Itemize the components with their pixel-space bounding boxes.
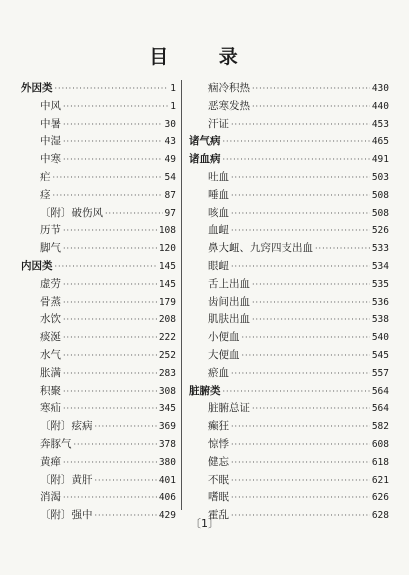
leader-dots [252, 80, 370, 98]
toc-entry-row [21, 205, 176, 223]
leader-dots [252, 98, 370, 116]
toc-entry-label: 内因类 [21, 259, 53, 272]
leader-dots [53, 187, 163, 205]
toc-entry-row [21, 294, 176, 312]
leader-dots [63, 329, 157, 347]
leader-dots [105, 205, 163, 223]
toc-entry-page: 626 [371, 492, 389, 504]
toc-entry-row [21, 311, 176, 329]
toc-entry-page: 430 [371, 83, 389, 94]
toc-category-row [189, 383, 389, 401]
page-title: 目 录 [149, 46, 260, 68]
leader-dots [63, 116, 163, 134]
toc-entry-label: 消渴 [40, 491, 61, 504]
leader-dots [231, 187, 370, 205]
toc-entry-label: 不眠 [208, 473, 229, 486]
toc-entry-label: 汗证 [208, 117, 229, 130]
toc-entry-row [21, 365, 176, 383]
leader-dots [95, 418, 157, 436]
toc-entry-page: 540 [371, 332, 389, 344]
toc-entry-label: 鼻大衄、九窍四支出血 [208, 242, 313, 255]
toc-entry-page: 283 [158, 367, 176, 379]
toc-entry-row [21, 489, 176, 507]
leader-dots [63, 294, 157, 312]
toc-entry-label: 痰涎 [40, 331, 61, 344]
toc-entry-label: 恶寒发热 [208, 99, 250, 112]
toc-entry-row [189, 400, 389, 418]
toc-entry-row [189, 98, 389, 116]
toc-entry-row [189, 187, 389, 205]
toc-entry-label: 〔附〕黄肝 [40, 473, 93, 486]
toc-entry-page: 508 [371, 189, 389, 201]
toc-entry-label: 痉 [40, 188, 51, 201]
toc-entry-row [189, 365, 389, 383]
toc-entry-row [189, 240, 389, 258]
toc-entry-page: 345 [158, 403, 176, 415]
toc-entry-label: 胀满 [40, 366, 61, 379]
toc-entry-page: 369 [158, 421, 176, 433]
toc-entry-label: 血衄 [208, 224, 229, 237]
toc-entry-page: 538 [371, 314, 389, 326]
leader-dots [55, 80, 169, 98]
leader-dots [231, 365, 370, 383]
leader-dots [63, 98, 168, 116]
leader-dots [53, 169, 163, 187]
leader-dots [63, 311, 157, 329]
toc-entry-label: 痼冷积热 [208, 82, 250, 94]
toc-entry-label: 眼衄 [208, 259, 229, 272]
leader-dots [223, 151, 370, 169]
toc-entry-label: 〔附〕痃病 [40, 420, 93, 433]
toc-entry-row [189, 116, 389, 134]
toc-entry-page: 526 [371, 225, 389, 237]
toc-entry-label: 骨蒸 [40, 295, 61, 308]
toc-entry-page: 564 [371, 403, 389, 415]
toc-entry-row [21, 472, 176, 490]
toc-entry-page: 608 [371, 438, 389, 450]
toc-entry-page: 208 [158, 314, 176, 326]
toc-entry-label: 中暑 [40, 117, 61, 130]
toc-entry-page: 43 [164, 136, 176, 148]
toc-category-row [21, 258, 176, 276]
toc-entry-row [189, 329, 389, 347]
leader-dots [231, 258, 370, 276]
toc-entry-page: 453 [371, 118, 389, 130]
toc-entry-label: 癫狂 [208, 420, 229, 433]
toc-entry-page: 222 [158, 332, 176, 344]
toc-entry-row [21, 151, 176, 169]
toc-entry-page: 491 [371, 154, 389, 166]
toc-entry-row [189, 80, 389, 98]
leader-dots [252, 294, 370, 312]
toc-entry-page: 120 [158, 243, 176, 255]
toc-entry-row [21, 222, 176, 240]
toc-entry-row [189, 311, 389, 329]
toc-entry-label: 诸气病 [189, 135, 221, 148]
leader-dots [231, 222, 370, 240]
leader-dots [223, 133, 370, 151]
toc-entry-label: 疟 [40, 170, 51, 183]
leader-dots [231, 205, 370, 223]
toc-category-row [189, 133, 389, 151]
leader-dots [63, 365, 157, 383]
leader-dots [63, 454, 157, 472]
toc-entry-row [21, 454, 176, 472]
leader-dots [63, 133, 163, 151]
toc-entry-page: 618 [371, 456, 389, 468]
toc-entry-label: 脏腑类 [189, 384, 221, 397]
toc-entry-page: 406 [158, 492, 176, 504]
leader-dots [63, 383, 157, 401]
toc-entry-row [189, 169, 389, 187]
toc-entry-page: 87 [164, 189, 176, 201]
leader-dots [223, 383, 370, 401]
toc-entry-label: 外因类 [21, 82, 53, 94]
toc-entry-label: 咳血 [208, 206, 229, 219]
leader-dots [231, 169, 370, 187]
toc-entry-page: 145 [158, 278, 176, 290]
toc-entry-row [21, 383, 176, 401]
toc-category-row [189, 151, 389, 169]
toc-entry-row [21, 133, 176, 151]
toc-entry-page: 378 [158, 438, 176, 450]
toc-entry-page: 557 [371, 367, 389, 379]
toc-entry-label: 〔附〕强中 [40, 509, 93, 522]
toc-entry-row [189, 258, 389, 276]
toc-entry-page: 503 [371, 171, 389, 183]
toc-entry-page: 1 [170, 83, 176, 94]
toc-entry-row [21, 169, 176, 187]
toc-entry-label: 水气 [40, 348, 61, 361]
column-divider [181, 80, 182, 510]
toc-entry-page: 508 [371, 207, 389, 219]
leader-dots [242, 347, 370, 365]
toc-entry-row [21, 240, 176, 258]
leader-dots [63, 222, 157, 240]
toc-entry-label: 脏腑总证 [208, 402, 250, 415]
toc-entry-page: 440 [371, 100, 389, 112]
toc-entry-page: 564 [371, 385, 389, 397]
leader-dots [252, 400, 370, 418]
toc-entry-page: 628 [371, 510, 389, 522]
toc-entry-label: 吐血 [208, 170, 229, 183]
toc-entry-label: 中风 [40, 99, 61, 112]
toc-entry-row [189, 454, 389, 472]
toc-entry-row [21, 98, 176, 116]
toc-entry-label: 水饮 [40, 313, 61, 326]
toc-entry-page: 54 [164, 171, 176, 183]
toc-entry-row [189, 472, 389, 490]
toc-entry-label: 脚气 [40, 242, 61, 255]
toc-entry-label: 霍乱 [208, 509, 229, 522]
toc-entry-label: 寒疝 [40, 402, 61, 415]
toc-entry-page: 465 [371, 136, 389, 148]
leader-dots [315, 240, 370, 258]
toc-entry-label: 舌上出血 [208, 277, 250, 290]
leader-dots [231, 472, 370, 490]
toc-entry-row [189, 294, 389, 312]
toc-entry-row [189, 276, 389, 294]
toc-entry-page: 30 [164, 118, 176, 130]
toc-left-column [21, 80, 176, 525]
toc-entry-row [21, 116, 176, 134]
toc-entry-page: 535 [371, 278, 389, 290]
toc-entry-label: 瘀血 [208, 366, 229, 379]
toc-entry-row [21, 436, 176, 454]
toc-entry-label: 诸血病 [189, 153, 221, 166]
leader-dots [63, 276, 157, 294]
toc-entry-label: 黄瘅 [40, 455, 61, 468]
toc-entry-page: 49 [164, 154, 176, 166]
toc-entry-label: 奔豚气 [40, 437, 72, 450]
toc-entry-page: 97 [164, 207, 176, 219]
toc-entry-page: 108 [158, 225, 176, 237]
toc-entry-label: 中湿 [40, 135, 61, 148]
toc-entry-label: 历节 [40, 224, 61, 237]
leader-dots [95, 472, 157, 490]
toc-entry-page: 380 [158, 456, 176, 468]
toc-entry-label: 小便血 [208, 331, 240, 344]
toc-entry-row [21, 329, 176, 347]
toc-entry-row [21, 347, 176, 365]
toc-entry-row [189, 436, 389, 454]
toc-entry-row [189, 222, 389, 240]
toc-entry-row [189, 418, 389, 436]
leader-dots [252, 311, 370, 329]
toc-entry-page: 179 [158, 296, 176, 308]
toc-entry-label: 健忘 [208, 455, 229, 468]
toc-entry-label: 大便血 [208, 348, 240, 361]
toc-entry-page: 536 [371, 296, 389, 308]
toc-entry-label: 肌肤出血 [208, 313, 250, 326]
leader-dots [252, 276, 370, 294]
toc-entry-row [21, 187, 176, 205]
toc-entry-page: 545 [371, 349, 389, 361]
leader-dots [231, 454, 370, 472]
toc-entry-page: 582 [371, 421, 389, 433]
toc-entry-page: 1 [170, 100, 176, 112]
leader-dots [231, 436, 370, 454]
toc-entry-page: 533 [371, 243, 389, 255]
toc-entry-row [21, 276, 176, 294]
toc-category-row [21, 80, 176, 98]
leader-dots [63, 347, 157, 365]
toc-entry-page: 429 [158, 510, 176, 522]
toc-entry-page: 308 [158, 385, 176, 397]
page-number: 〔1〕 [190, 517, 219, 530]
leader-dots [74, 436, 157, 454]
toc-entry-row [21, 400, 176, 418]
leader-dots [231, 418, 370, 436]
toc-entry-page: 252 [158, 349, 176, 361]
toc-entry-label: 惊悸 [208, 437, 229, 450]
toc-entry-page: 401 [158, 474, 176, 486]
toc-entry-row [189, 205, 389, 223]
toc-entry-page: 621 [371, 474, 389, 486]
leader-dots [231, 489, 370, 507]
toc-entry-label: 唾血 [208, 188, 229, 201]
toc-entry-label: 嗜眠 [208, 491, 229, 504]
leader-dots [55, 258, 157, 276]
leader-dots [63, 240, 157, 258]
toc-entry-row [189, 489, 389, 507]
toc-entry-label: 齿间出血 [208, 295, 250, 308]
toc-entry-label: 中寒 [40, 153, 61, 166]
leader-dots [231, 116, 370, 134]
toc-entry-label: 〔附〕破伤风 [40, 206, 103, 219]
toc-entry-label: 虚劳 [40, 277, 61, 290]
toc-entry-page: 145 [158, 260, 176, 272]
toc-entry-page: 534 [371, 260, 389, 272]
toc-right-column [189, 80, 389, 525]
leader-dots [63, 151, 163, 169]
leader-dots [242, 329, 370, 347]
leader-dots [63, 400, 157, 418]
leader-dots [63, 489, 157, 507]
toc-entry-label: 积聚 [40, 384, 61, 397]
toc-entry-row [21, 418, 176, 436]
toc-entry-row [189, 347, 389, 365]
